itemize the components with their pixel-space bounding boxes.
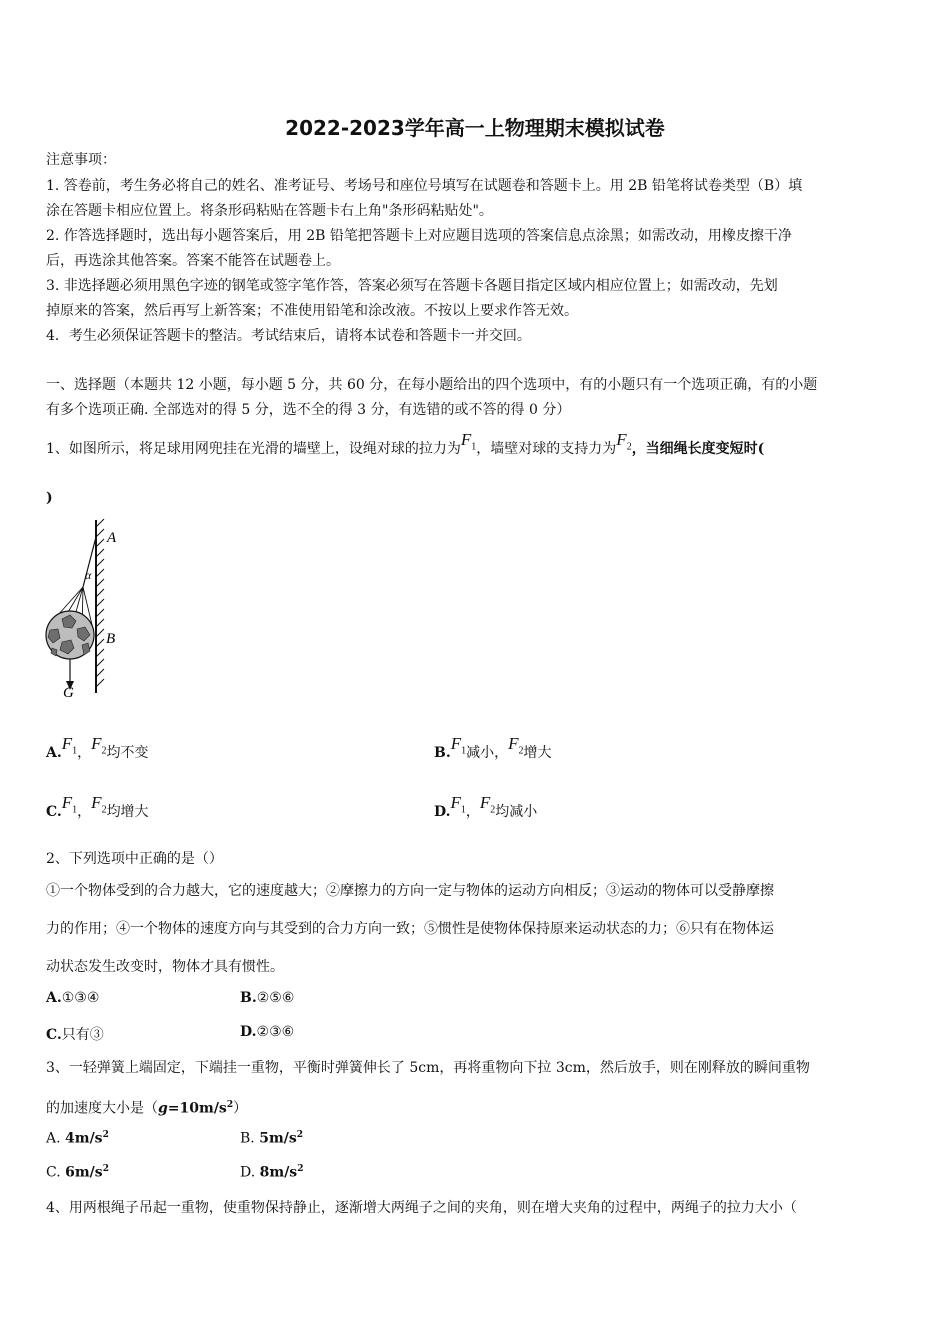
q1-stem-close: ) xyxy=(46,490,53,506)
q3-line-1: 3、一轻弹簧上端固定，下端挂一重物，平衡时弹簧伸长了 5cm，再将重物向下拉 3cm，然后放手，则在刚释放的瞬间重物 xyxy=(46,1060,810,1076)
q1-stem-a: 1、如图所示，将足球用网兜挂在光滑的墙壁上，设绳对球的拉力为 xyxy=(46,441,461,457)
q1-stem-b: ，墙壁对球的支持力为 xyxy=(476,441,617,457)
label-b: B xyxy=(106,631,116,647)
label-g: G xyxy=(63,685,74,701)
q3-option-d[interactable]: D. $8m/s^2$ xyxy=(240,1164,304,1181)
notice-line-1: 1. 答卷前，考生务必将自己的姓名、准考证号、考场号和座位号填写在试题卷和答题卡上。用 2B 铅笔将试卷类型（B）填 xyxy=(46,178,803,194)
exam-title: 2022-2023学年高一上物理期末模拟试卷 xyxy=(285,116,665,140)
q2-line-3: 动状态发生改变时，物体才具有惯性。 xyxy=(46,959,284,975)
notice-line-2: 涂在答题卡相应位置上。将条形码粘贴在答题卡右上角"条形码粘贴处"。 xyxy=(46,203,493,219)
q1-stem xyxy=(46,430,765,465)
section1-line-2: 有多个选项正确. 全部选对的得 5 分，选不全的得 3 分，有选错的或不答的得 0 分） xyxy=(46,402,571,418)
q3-line-2: 的加速度大小是$(g=10m/s^2)$ xyxy=(46,1100,248,1117)
q2-line-2: 力的作用；④一个物体的速度方向与其受到的合力方向一致；⑤惯性是使物体保持原来运动状态的力；⑥只有在物体运 xyxy=(46,921,774,937)
notice-line-3: 2. 作答选择题时，选出每小题答案后，用 2B 铅笔把答题卡上对应题目选项的答案信息点涂黑；如需改动，用橡皮擦干净 xyxy=(46,228,792,244)
notice-line-5: 3. 非选择题必须用黑色字迹的钢笔或签字笔作答，答案必须写在答题卡各题目指定区域内相应位置上；如需改动，先划 xyxy=(46,278,778,294)
q2-line-1: ①一个物体受到的合力越大，它的速度越大；②摩擦力的方向一定与物体的运动方向相反；③运动的物体可以受静摩擦 xyxy=(46,883,774,899)
q1-option-d[interactable]: $D.F_1$，$F_2$均减小 xyxy=(434,793,538,820)
formula-f1: $F_1$ xyxy=(460,430,477,453)
wall-hatching xyxy=(96,519,104,687)
q2-option-a[interactable]: A.①③④ xyxy=(46,990,100,1006)
q2-option-b[interactable]: B.②⑤⑥ xyxy=(240,990,295,1006)
notice-heading: 注意事项： xyxy=(46,152,116,168)
label-a: A xyxy=(107,530,117,546)
q4-line-1: 4、用两根绳子吊起一重物，使重物保持静止，逐渐增大两绳子之间的夹角，则在增大夹角的过程中，两绳子的拉力大小（ xyxy=(46,1200,797,1216)
section1-line-1: 一、选择题（本题共 12 小题，每小题 5 分，共 60 分，在每小题给出的四个选项中，有的小题只有一个选项正确，有的小题 xyxy=(46,377,818,393)
notice-line-7: 4．考生必须保证答题卡的整洁。考试结束后，请将本试卷和答题卡一并交回。 xyxy=(46,328,531,344)
q3-option-c[interactable]: C. $6m/s^2$ xyxy=(46,1164,109,1181)
q3-option-a[interactable]: A. $4m/s^2$ xyxy=(46,1130,109,1147)
q1-figure xyxy=(40,515,140,705)
q1-option-c[interactable]: $C.F_1$，$F_2$均增大 xyxy=(46,793,149,820)
q2-option-c[interactable]: C.只有③ xyxy=(46,1027,104,1043)
label-alpha: α xyxy=(85,568,92,582)
q1-stem-c: ，当细绳长度变短时( xyxy=(631,441,765,457)
q2-option-d[interactable]: D.②③⑥ xyxy=(240,1024,295,1040)
notice-line-6: 掉原来的答案，然后再写上新答案；不准使用铅笔和涂改液。不按以上要求作答无效。 xyxy=(46,303,578,319)
q1-option-a[interactable]: $A.F_1$，$F_2$均不变 xyxy=(46,734,149,761)
q1-option-b[interactable]: $B.F_1$减小，$F_2$增大 xyxy=(434,734,552,761)
q3-option-b[interactable]: B. $5m/s^2$ xyxy=(240,1130,304,1147)
notice-line-4: 后，再选涂其他答案。答案不能答在试题卷上。 xyxy=(46,253,340,269)
formula-f2: $F_2$ xyxy=(616,430,632,453)
q2-stem: 2、下列选项中正确的是（） xyxy=(46,851,223,867)
